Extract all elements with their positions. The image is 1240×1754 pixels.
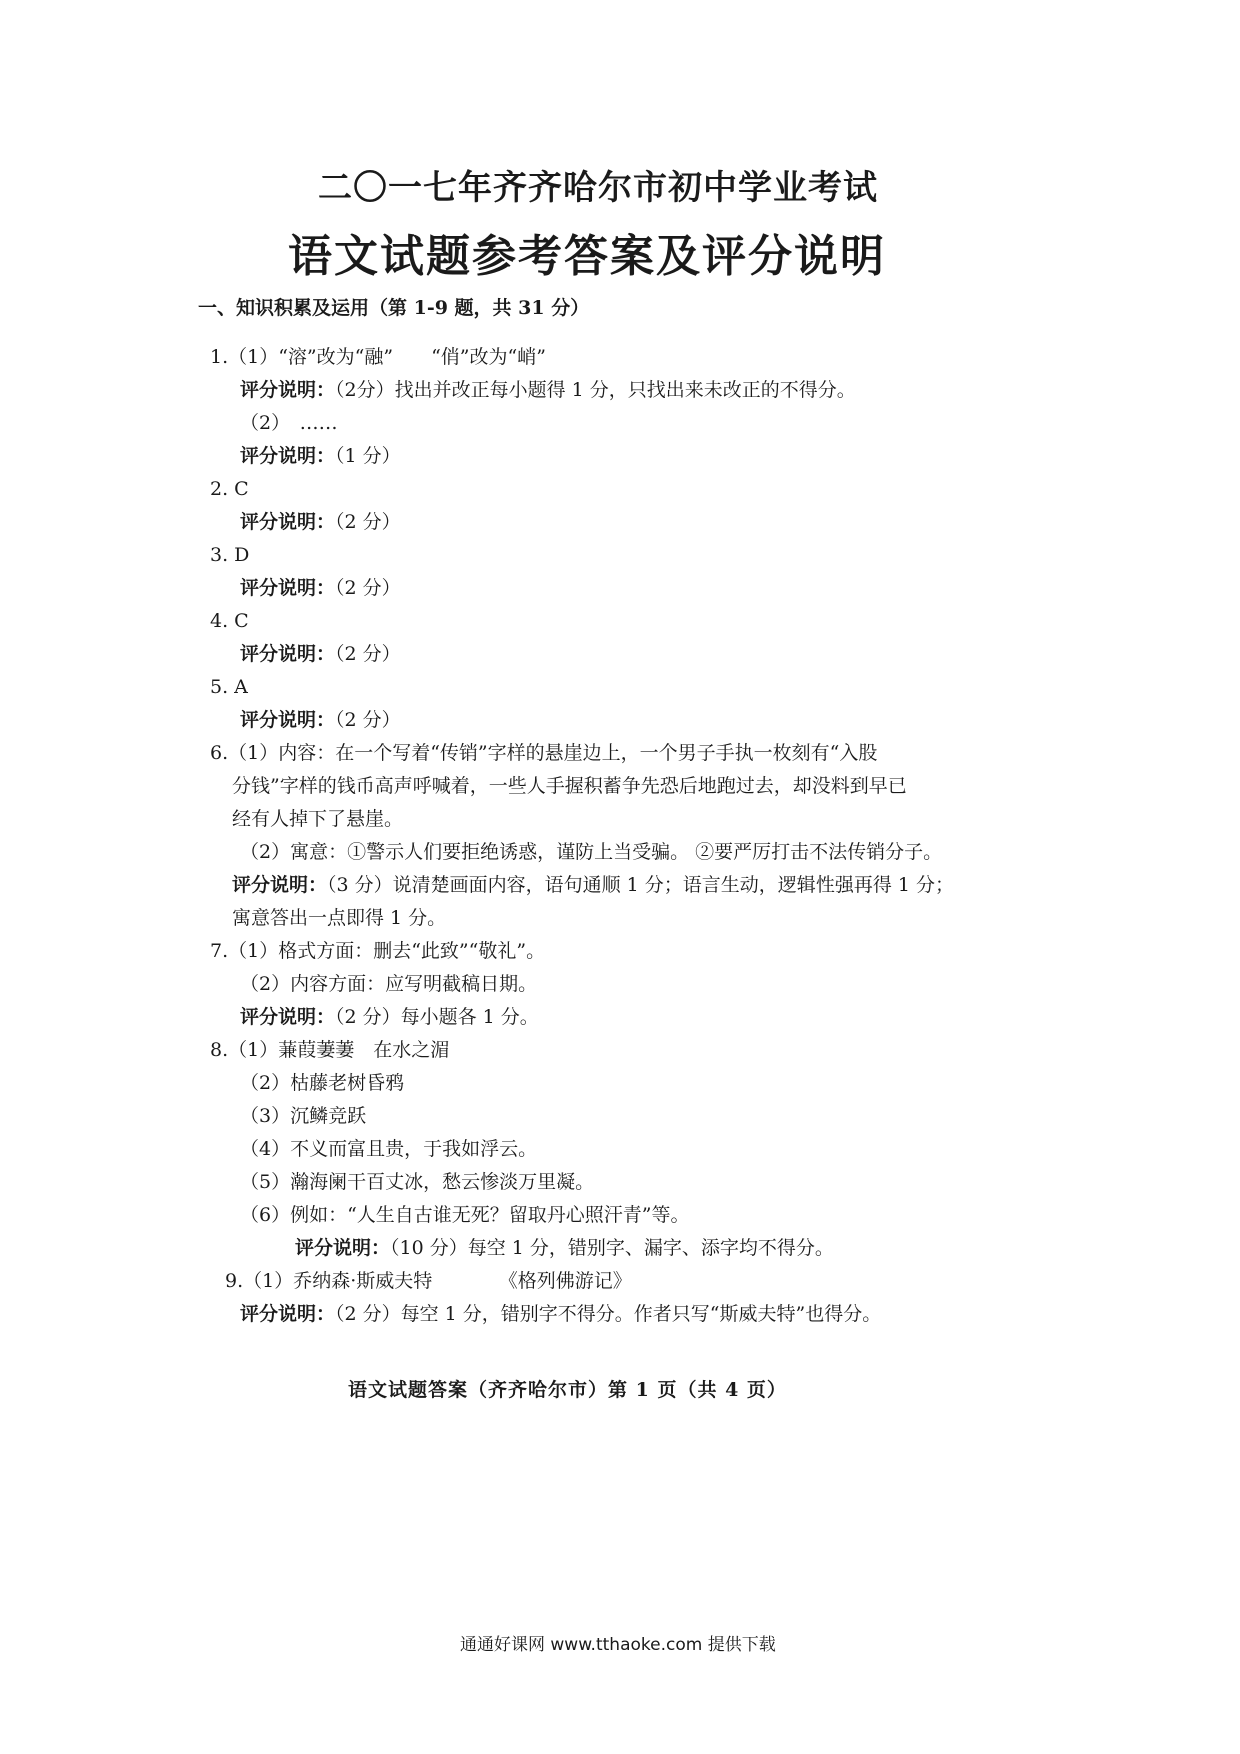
scoring-note xyxy=(240,708,401,732)
answer-line: （2）枯藤老树昏鸦 xyxy=(240,1072,405,1094)
section-heading: 一、知识积累及运用（第 1-9 题，共 31 分） xyxy=(198,297,590,319)
answer-line: （4）不义而富且贵，于我如浮云。 xyxy=(240,1138,538,1160)
answer-line: 寓意答出一点即得 1 分。 xyxy=(232,907,447,929)
scoring-label: 评分说明： xyxy=(240,379,336,401)
scoring-label: 评分说明： xyxy=(240,709,336,731)
scoring-label: 评分说明： xyxy=(240,1303,336,1325)
scoring-text: （2 分） xyxy=(335,643,401,665)
scoring-note xyxy=(240,1302,881,1326)
scoring-text: （2 分） xyxy=(335,709,401,731)
document-subtitle: 语文试题参考答案及评分说明 xyxy=(288,231,886,282)
scoring-note xyxy=(240,576,401,600)
answer-line: （2）内容方面：应写明截稿日期。 xyxy=(240,973,538,995)
scoring-text: （3 分）说清楚画面内容，语句通顺 1 分；语言生动，逻辑性强再得 1 分； xyxy=(327,874,954,896)
scoring-label: 评分说明： xyxy=(240,511,336,533)
answer-line: 9.（1）乔纳森·斯威夫特 《格列佛游记》 xyxy=(225,1270,632,1292)
scoring-note xyxy=(240,378,856,402)
scoring-note xyxy=(232,873,954,897)
source-note: 通通好课网 www.tthaoke.com 提供下载 xyxy=(460,1635,776,1655)
answer-line: （3）沉鳞竞跃 xyxy=(240,1105,367,1127)
answer-line: 1.（1）“溶”改为“融” “俏”改为“峭” xyxy=(210,346,546,368)
scoring-text: （2 分） xyxy=(335,577,401,599)
scoring-text: （2 分）每空 1 分，错别字不得分。作者只写“斯威夫特”也得分。 xyxy=(335,1303,882,1325)
scoring-text: （2 分）每小题各 1 分。 xyxy=(335,1006,539,1028)
scoring-label: 评分说明： xyxy=(240,577,336,599)
answer-line: 经有人掉下了悬崖。 xyxy=(232,808,404,830)
answer-line: 2. C xyxy=(210,478,249,500)
scoring-label: 评分说明： xyxy=(240,1006,336,1028)
scoring-note xyxy=(240,642,401,666)
answer-line: 3. D xyxy=(210,544,250,566)
scoring-label: 评分说明： xyxy=(295,1237,391,1259)
answer-line: 分钱”字样的钱币高声呼喊着，一些人手握积蓄争先恐后地跑过去，却没料到早已 xyxy=(232,775,907,797)
scoring-label: 评分说明： xyxy=(240,445,336,467)
scoring-note xyxy=(295,1236,834,1260)
page-footer: 语文试题答案（齐齐哈尔市）第 1 页（共 4 页） xyxy=(348,1379,787,1401)
scoring-text: （10 分）每空 1 分，错别字、漏字、添字均不得分。 xyxy=(390,1237,834,1259)
answer-line: （5）瀚海阑干百丈冰，愁云惨淡万里凝。 xyxy=(240,1171,595,1193)
answer-line: （2）寓意：①警示人们要拒绝诱惑，谨防上当受骗。 ②要严厉打击不法传销分子。 xyxy=(240,841,943,863)
answer-line: 5. A xyxy=(210,676,248,698)
answer-line: （2） …… xyxy=(240,412,338,434)
scoring-text: （1 分） xyxy=(335,445,401,467)
scoring-text: （2 分） xyxy=(335,511,401,533)
scoring-note xyxy=(240,510,401,534)
answer-line: （6）例如：“人生自古谁无死？留取丹心照汗青”等。 xyxy=(240,1204,690,1226)
answer-line: 8.（1）蒹葭萋萋 在水之湄 xyxy=(210,1039,450,1061)
scoring-note xyxy=(240,1005,539,1029)
scoring-label: 评分说明： xyxy=(240,643,336,665)
scoring-note xyxy=(240,444,401,468)
answer-line: 6.（1）内容：在一个写着“传销”字样的悬崖边上，一个男子手执一枚刻有“入股 xyxy=(210,742,878,764)
answer-line: 4. C xyxy=(210,610,249,632)
scoring-label: 评分说明： xyxy=(232,874,328,896)
answer-line: 7.（1）格式方面：删去“此致”“敬礼”。 xyxy=(210,940,546,962)
scoring-text: （2分）找出并改正每小题得 1 分，只找出来未改正的不得分。 xyxy=(335,379,856,401)
exam-title: 二〇一七年齐齐哈尔市初中学业考试 xyxy=(318,168,878,208)
